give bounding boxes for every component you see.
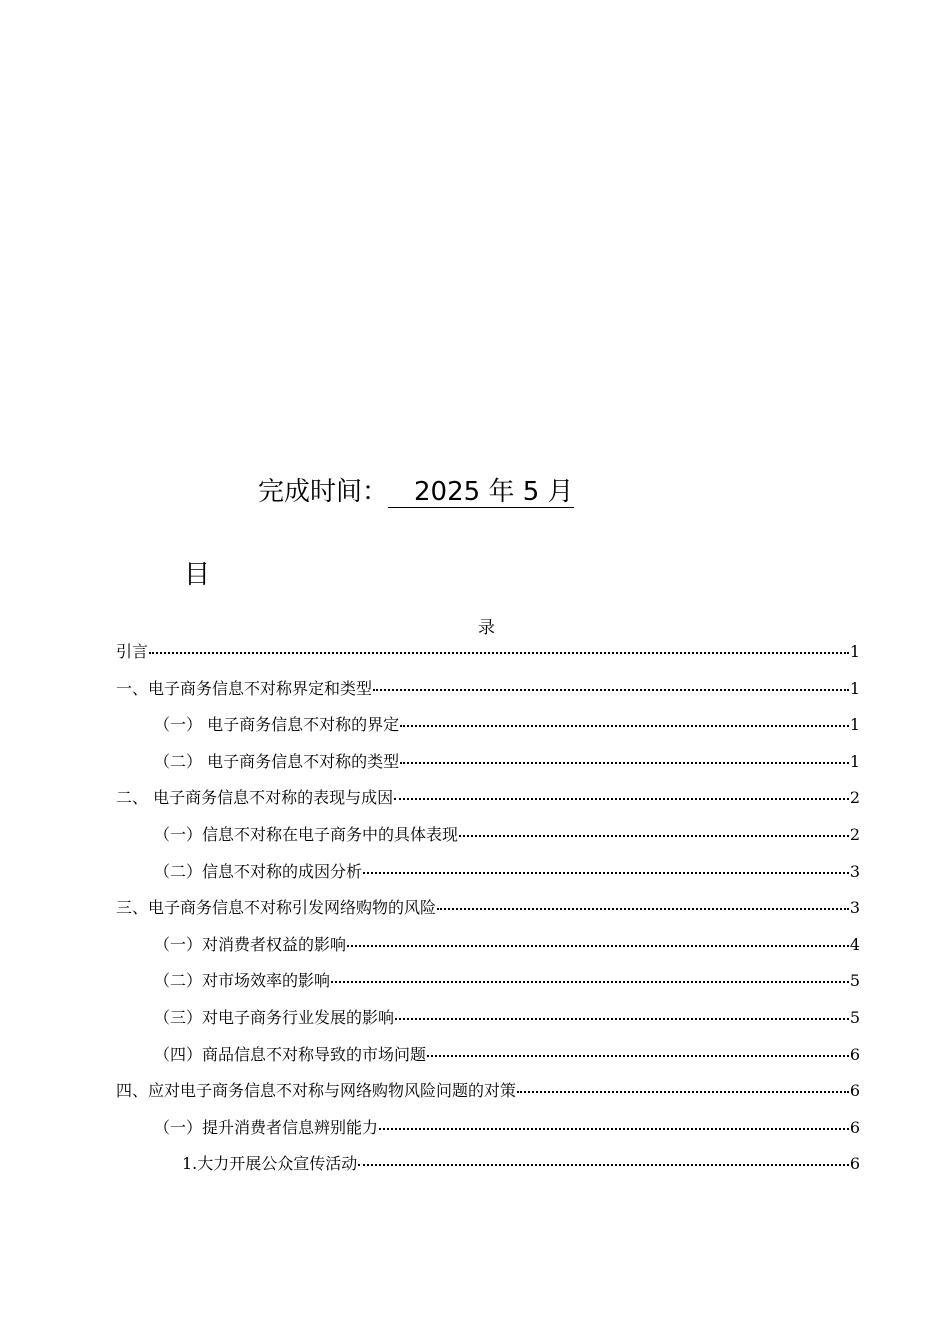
toc-entry[interactable] — [116, 750, 860, 787]
toc-entry-page: 1 — [849, 715, 860, 735]
dot-leader — [517, 1091, 849, 1093]
toc-entry[interactable] — [116, 860, 860, 897]
completion-time-label: 完成时间： — [258, 477, 389, 507]
toc-entry-page: 6 — [849, 1154, 860, 1174]
toc-entry-page: 4 — [849, 934, 860, 954]
dot-leader — [379, 1128, 849, 1130]
completion-time — [258, 474, 574, 510]
toc-entry-page: 5 — [849, 1007, 860, 1027]
toc-title-second-char: 录 — [478, 618, 495, 638]
dot-leader — [331, 981, 849, 983]
dot-leader — [358, 1164, 849, 1166]
toc-entry-page: 3 — [849, 898, 860, 918]
toc-title-first-char: 目 — [184, 560, 211, 590]
dot-leader — [400, 762, 849, 764]
toc-entry-label: （四）商品信息不对称导致的市场问题 — [154, 1044, 427, 1064]
completion-time-value: 2025 年 5 月 — [388, 477, 574, 508]
dot-leader — [459, 835, 849, 837]
toc-entry[interactable] — [116, 677, 860, 714]
toc-entry-label: 引言 — [116, 642, 149, 661]
toc-entry[interactable] — [116, 933, 860, 970]
toc-entry[interactable] — [116, 713, 860, 750]
toc-entry-page: 1 — [849, 642, 860, 661]
toc-entry-label: （一）信息不对称在电子商务中的具体表现 — [154, 824, 459, 844]
dot-leader — [395, 1018, 849, 1020]
dot-leader — [400, 725, 849, 727]
toc-entry-page: 5 — [849, 971, 860, 991]
toc-entry[interactable] — [116, 1152, 860, 1189]
toc-entry-label: 二、 电子商务信息不对称的表现与成因 — [116, 788, 394, 808]
toc-entry[interactable] — [116, 1116, 860, 1153]
toc-entry-label: （二）信息不对称的成因分析 — [154, 861, 363, 881]
table-of-contents — [116, 640, 860, 1189]
toc-entry-page: 6 — [849, 1044, 860, 1064]
toc-entry-label: 三、电子商务信息不对称引发网络购物的风险 — [116, 898, 437, 918]
toc-entry-label: 四、应对电子商务信息不对称与网络购物风险问题的对策 — [116, 1081, 517, 1101]
toc-entry-page: 6 — [849, 1117, 860, 1137]
dot-leader — [373, 689, 849, 691]
toc-entry-page: 3 — [849, 861, 860, 881]
toc-entry[interactable] — [116, 969, 860, 1006]
toc-entry-label: 1.大力开展公众宣传活动 — [182, 1154, 358, 1174]
toc-entry-page: 1 — [849, 678, 860, 698]
dot-leader — [347, 945, 849, 947]
toc-entry-label: （一）提升消费者信息辨别能力 — [154, 1117, 379, 1137]
toc-entry[interactable] — [116, 640, 860, 677]
dot-leader — [363, 872, 849, 874]
toc-entry-page: 6 — [849, 1081, 860, 1101]
toc-entry[interactable] — [116, 1006, 860, 1043]
toc-entry-page: 1 — [849, 751, 860, 771]
toc-entry-label: （二） 电子商务信息不对称的类型 — [154, 751, 400, 771]
toc-entry[interactable] — [116, 1079, 860, 1116]
toc-entry-page: 2 — [849, 824, 860, 844]
toc-entry[interactable] — [116, 896, 860, 933]
toc-entry-label: （一）对消费者权益的影响 — [154, 934, 347, 954]
toc-entry-page: 2 — [849, 788, 860, 808]
toc-entry-label: （二）对市场效率的影响 — [154, 971, 331, 991]
dot-leader — [394, 798, 849, 800]
toc-entry-label: （一） 电子商务信息不对称的界定 — [154, 715, 400, 735]
toc-entry-label: （三）对电子商务行业发展的影响 — [154, 1007, 395, 1027]
dot-leader — [427, 1055, 849, 1057]
dot-leader — [149, 652, 849, 654]
toc-entry[interactable] — [116, 823, 860, 860]
dot-leader — [437, 908, 849, 910]
toc-entry-label: 一、电子商务信息不对称界定和类型 — [116, 678, 373, 698]
toc-entry[interactable] — [116, 786, 860, 823]
toc-entry[interactable] — [116, 1043, 860, 1080]
